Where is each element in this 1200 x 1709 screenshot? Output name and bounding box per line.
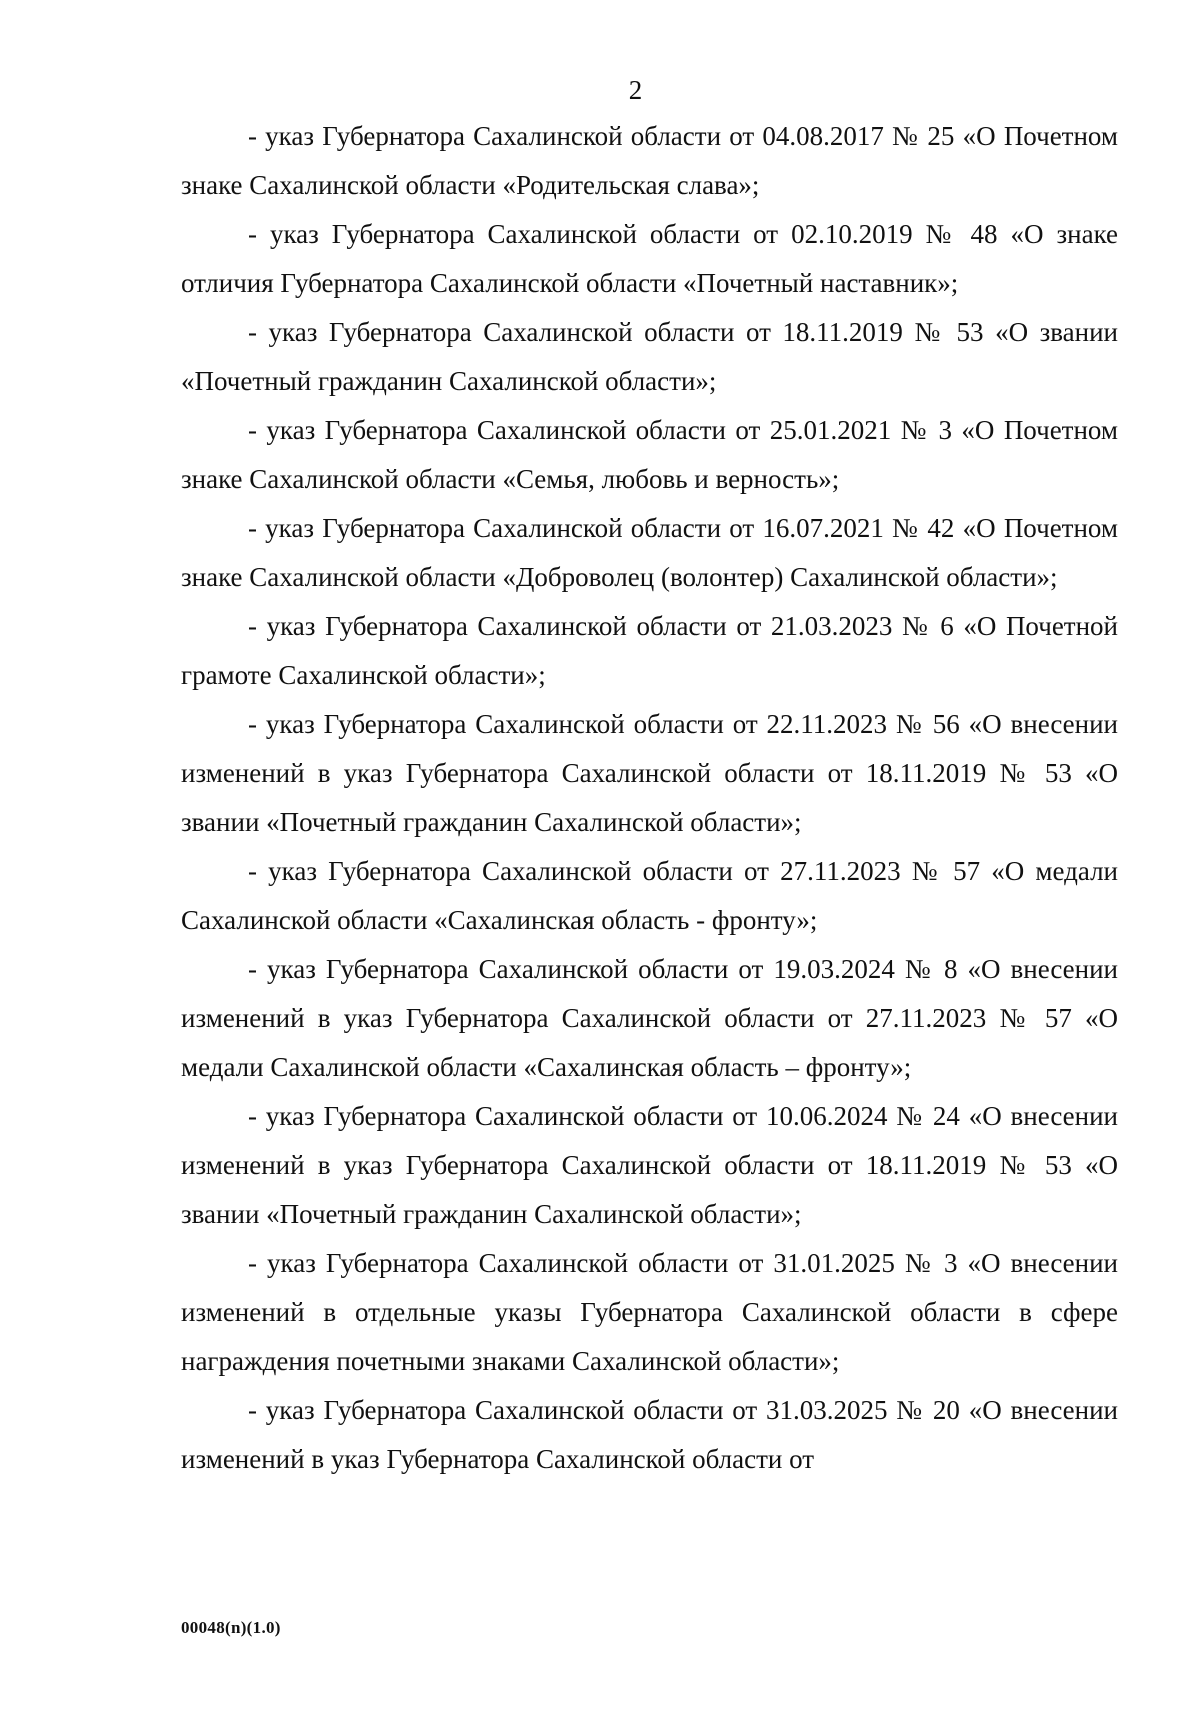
decree-list (181, 112, 1118, 1484)
decree-list-item: - указ Губернатора Сахалинской области от 19.03.2024 № 8 «О внесении изменений в указ Губернатора Сахалинской области от 27.11.2023 № 57 «О медали Сахалинской области «Сахалинская область – фронту»; (181, 954, 1118, 1082)
document-code: 00048(n)(1.0) (181, 1618, 281, 1637)
decree-list-item: - указ Губернатора Сахалинской области от 27.11.2023 № 57 «О медали Сахалинской области «Сахалинская область - фронту»; (181, 856, 1118, 935)
decree-list-item: - указ Губернатора Сахалинской области от 10.06.2024 № 24 «О внесении изменений в указ Губернатора Сахалинской области от 18.11.2019 № 53 «О звании «Почетный гражданин Сахалинской области»; (181, 1101, 1118, 1229)
decree-list-item: - указ Губернатора Сахалинской области от 22.11.2023 № 56 «О внесении изменений в указ Губернатора Сахалинской области от 18.11.2019 № 53 «О звании «Почетный гражданин Сахалинской области»; (181, 709, 1118, 837)
decree-list-item: - указ Губернатора Сахалинской области от 18.11.2019 № 53 «О звании «Почетный гражданин Сахалинской области»; (181, 317, 1118, 396)
decree-list-item: - указ Губернатора Сахалинской области от 25.01.2021 № 3 «О Почетном знаке Сахалинской области «Семья, любовь и верность»; (181, 415, 1118, 494)
decree-list-item: - указ Губернатора Сахалинской области от 21.03.2023 № 6 «О Почетной грамоте Сахалинской области»; (181, 611, 1118, 690)
decree-list-item: - указ Губернатора Сахалинской области от 02.10.2019 № 48 «О знаке отличия Губернатора Сахалинской области «Почетный наставник»; (181, 219, 1118, 298)
page-number: 2 (628, 75, 643, 105)
decree-list-item: - указ Губернатора Сахалинской области от 16.07.2021 № 42 «О Почетном знаке Сахалинской области «Доброволец (волонтер) Сахалинской области»; (181, 513, 1118, 592)
decree-list-item: - указ Губернатора Сахалинской области от 04.08.2017 № 25 «О Почетном знаке Сахалинской области «Родительская слава»; (181, 121, 1118, 200)
decree-list-item: - указ Губернатора Сахалинской области от 31.03.2025 № 20 «О внесении изменений в указ Губернатора Сахалинской области от (181, 1395, 1118, 1474)
decree-list-item: - указ Губернатора Сахалинской области от 31.01.2025 № 3 «О внесении изменений в отдельные указы Губернатора Сахалинской области в сфере награждения почетными знаками Сахалинской области»; (181, 1248, 1118, 1376)
